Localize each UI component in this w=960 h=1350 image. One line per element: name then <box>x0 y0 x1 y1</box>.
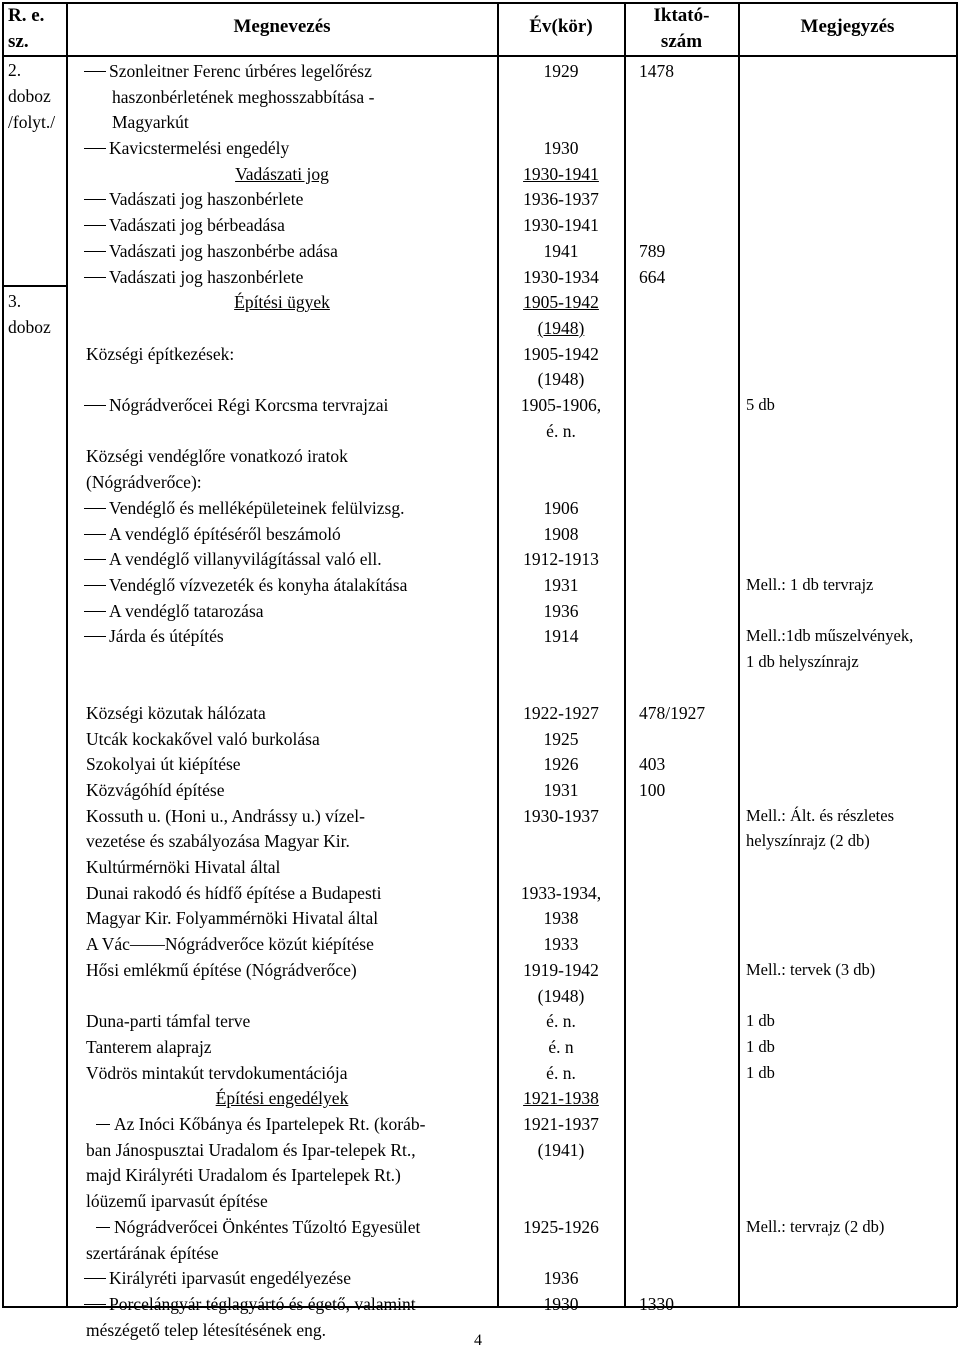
row-name: Vadászati jog haszonbérlete <box>84 264 303 290</box>
row-year: 1930-1934 <box>523 267 599 287</box>
row-year: 1905-1906, <box>520 395 602 415</box>
row-year: 1936-1937 <box>523 189 599 209</box>
row-name: Tanterem alaprajz <box>86 1037 212 1057</box>
box-label-3-line-2: doboz <box>8 317 51 337</box>
row-year: 1929 <box>543 61 579 81</box>
header-reg-line-2: szám <box>660 31 703 52</box>
row-year: 1933 <box>543 934 579 954</box>
row-name: Királyréti iparvasút engedélyezése <box>84 1265 351 1291</box>
row-year: 1905-1942 <box>523 292 599 312</box>
row-year: 1905-1942 <box>523 344 599 364</box>
header-reg-line-1: Iktató- <box>653 5 710 26</box>
row-note: 1 db helyszínrajz <box>746 652 859 671</box>
row-name: Kultúrmérnöki Hivatal által <box>86 857 281 877</box>
row-name: Járda és útépítés <box>84 623 224 649</box>
row-year: 1926 <box>543 754 579 774</box>
header-rsz-line-1: R. e. <box>8 5 45 26</box>
row-year: 1930-1937 <box>523 806 599 826</box>
header-note: Megjegyzés <box>800 16 895 37</box>
header-name: Megnevezés <box>233 16 331 37</box>
row-name: Kossuth u. (Honi u., Andrássy u.) vízel- <box>86 806 366 826</box>
row-year: 1933-1934, <box>520 883 602 903</box>
row-year: 1931 <box>543 780 579 800</box>
box-label-3-line-1: 3. <box>8 291 22 311</box>
row-year: 1930-1941 <box>523 215 599 235</box>
row-name: Utcák kockakővel való burkolása <box>86 729 320 749</box>
row-name: vezetése és szabályozása Magyar Kir. <box>86 831 350 851</box>
row-year: 1921-1938 <box>523 1088 599 1108</box>
row-year: (1948) <box>537 369 585 389</box>
row-name: Községi vendéglőre vonatkozó iratok <box>86 446 348 466</box>
page-number: 4 <box>474 1332 482 1349</box>
box-divider <box>2 285 67 287</box>
row-note: 1 db <box>746 1011 775 1030</box>
row-name: Porcelángyár téglagyártó és égető, valamint <box>84 1291 416 1317</box>
row-name: Községi közutak hálózata <box>86 703 266 723</box>
row-note: 1 db <box>746 1063 775 1082</box>
row-registration-number: 1330 <box>639 1294 674 1314</box>
row-year: 1908 <box>543 524 579 544</box>
row-name: lóüzemű iparvasút építése <box>86 1191 268 1211</box>
row-year: 1925 <box>543 729 579 749</box>
header-divider <box>2 55 957 57</box>
row-year: 1921-1937 <box>523 1114 599 1134</box>
table-border-left <box>2 2 4 1307</box>
row-note: Mell.: 1 db tervrajz <box>746 575 874 594</box>
row-registration-number: 403 <box>639 754 666 774</box>
row-note: 1 db <box>746 1037 775 1056</box>
row-name: Dunai rakodó és hídfő építése a Budapesti <box>86 883 382 903</box>
row-name: Építési ügyek <box>234 292 330 312</box>
row-note: 5 db <box>746 395 775 414</box>
header-year: Év(kör) <box>529 16 593 37</box>
row-year: 1914 <box>543 626 579 646</box>
row-year: é. n <box>548 1037 574 1057</box>
row-name: majd Királyréti Uradalom és Ipartelepek Rt.) <box>86 1165 401 1185</box>
header-rsz-line-2: sz. <box>8 31 29 52</box>
row-year: 1912-1913 <box>523 549 599 569</box>
row-name: Magyar Kir. Folyammérnöki Hivatal által <box>86 908 379 928</box>
row-name: szertárának építése <box>86 1243 219 1263</box>
row-registration-number: 1478 <box>639 61 674 81</box>
row-name: Szokolyai út kiépítése <box>86 754 241 774</box>
row-name: Vödrös mintakút tervdokumentációja <box>86 1063 348 1083</box>
row-name: Magyarkút <box>112 112 189 132</box>
row-note: Mell.:1db műszelvények, <box>746 626 914 645</box>
row-name: Községi építkezések: <box>86 344 235 364</box>
row-note: Mell.: tervek (3 db) <box>746 960 876 979</box>
row-name: mészégető telep létesítésének eng. <box>86 1320 327 1340</box>
column-divider <box>624 2 626 1307</box>
row-name: Szonleitner Ferenc úrbéres legelőrész <box>84 58 372 84</box>
table-border-top <box>2 2 957 4</box>
row-name: ban Jánospusztai Uradalom és Ipar-telepek Rt., <box>86 1140 416 1160</box>
row-year: (1941) <box>537 1140 585 1160</box>
row-name: Építési engedélyek <box>215 1088 349 1108</box>
row-name: Kavicstermelési engedély <box>84 135 289 161</box>
box-label-2-line-2: doboz <box>8 86 51 106</box>
row-name: Vadászati jog haszonbérlete <box>84 186 303 212</box>
row-year: 1936 <box>543 601 579 621</box>
table-border-right <box>956 2 958 1307</box>
row-name: Vendéglő vízvezeték és konyha átalakítása <box>84 572 407 598</box>
row-note: Mell.: Ált. és részletes <box>746 806 895 825</box>
row-year: 1925-1926 <box>523 1217 599 1237</box>
box-label-2-line-3: /folyt./ <box>8 112 56 132</box>
row-year: 1922-1927 <box>523 703 599 723</box>
row-registration-number: 789 <box>639 241 666 261</box>
row-year: 1931 <box>543 575 579 595</box>
row-year: é. n. <box>546 1011 576 1031</box>
row-name: Vendéglő és melléképületeinek felülvizsg. <box>84 495 404 521</box>
row-year: 1930 <box>543 138 579 158</box>
row-name: A vendéglő építéséről beszámoló <box>84 521 341 547</box>
row-name: Vadászati jog <box>235 164 329 184</box>
row-year: é. n. <box>546 1063 576 1083</box>
row-registration-number: 478/1927 <box>639 703 706 723</box>
row-year: é. n. <box>546 421 576 441</box>
box-label-2-line-1: 2. <box>8 60 22 80</box>
row-name: Vadászati jog bérbeadása <box>84 212 285 238</box>
row-year: 1906 <box>543 498 579 518</box>
row-name: Az Inóci Kőbánya és Ipartelepek Rt. (koráb- <box>96 1111 425 1137</box>
row-year: 1938 <box>543 908 579 928</box>
row-name: haszonbérletének meghosszabbítása - <box>112 87 375 107</box>
row-name: Hősi emlékmű építése (Nógrádverőce) <box>86 960 357 980</box>
row-note: helyszínrajz (2 db) <box>746 831 870 850</box>
row-year: 1930 <box>543 1294 579 1314</box>
row-year: 1930-1941 <box>523 164 599 184</box>
column-divider <box>66 2 68 1307</box>
row-name: A vendéglő tatarozása <box>84 598 264 624</box>
row-name: Vadászati jog haszonbérbe adása <box>84 238 338 264</box>
row-name: Nógrádverőcei Önkéntes Tűzoltó Egyesület <box>96 1214 420 1240</box>
row-note: Mell.: tervrajz (2 db) <box>746 1217 885 1236</box>
row-name: Közvágóhíd építése <box>86 780 225 800</box>
row-name: (Nógrádverőce): <box>86 472 202 492</box>
row-registration-number: 100 <box>639 780 666 800</box>
row-year: (1948) <box>537 986 585 1006</box>
row-year: 1941 <box>543 241 579 261</box>
row-year: 1936 <box>543 1268 579 1288</box>
row-year: (1948) <box>537 318 585 338</box>
row-name: Nógrádverőcei Régi Korcsma tervrajzai <box>84 392 388 418</box>
row-registration-number: 664 <box>639 267 666 287</box>
row-name: Duna-parti támfal terve <box>86 1011 251 1031</box>
row-name: A Vác——Nógrádverőce közút kiépítése <box>86 934 374 954</box>
row-year: 1919-1942 <box>523 960 599 980</box>
row-name: A vendéglő villanyvilágítással való ell. <box>84 546 382 572</box>
column-divider <box>738 2 740 1307</box>
